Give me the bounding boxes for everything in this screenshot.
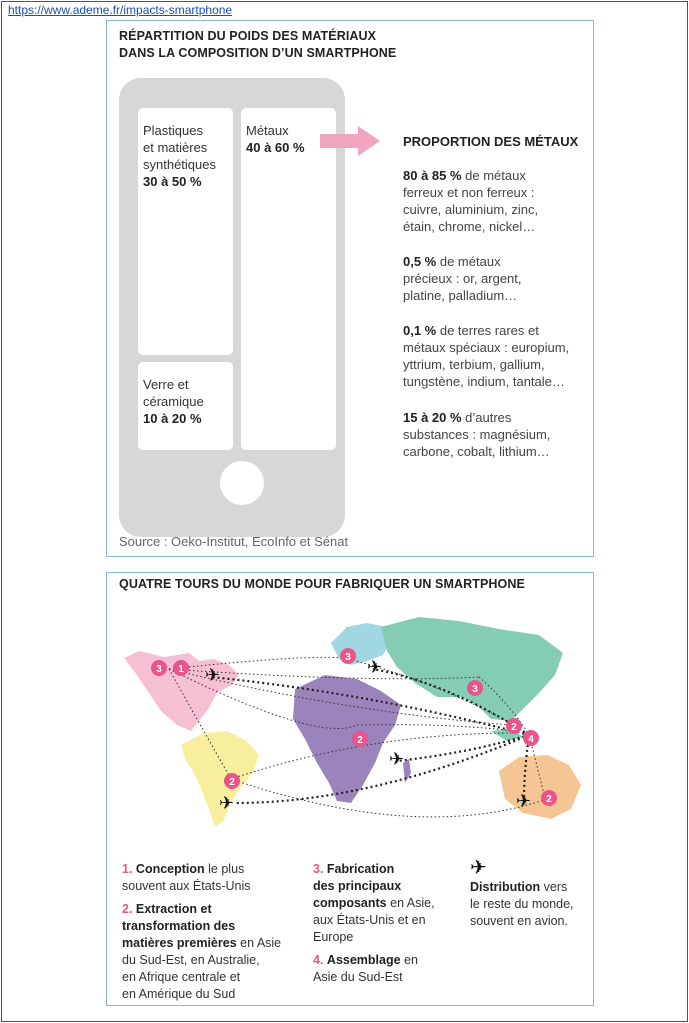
plane-icon-south-america: ✈ bbox=[219, 793, 235, 813]
materials-title: RÉPARTITION DU POIDS DES MATÉRIAUX DANS LA COMPOSITION D’UN SMARTPHONE bbox=[119, 29, 397, 60]
legend-item-distribution: Distribution vers le reste du monde, souvent en avion. bbox=[470, 880, 574, 928]
source-link[interactable]: https://www.ademe.fr/impacts-smartphone bbox=[8, 3, 233, 17]
plastics-cell: Plastiques et matières synthétiques 30 à 50 % bbox=[138, 108, 233, 355]
stat-rare-earths: 0,1 % de terres rares et métaux spéciaux : europium, yttrium, terbium, gallium, tungstène, indium, tantale… bbox=[403, 323, 570, 389]
marker-eu-3: 3 bbox=[345, 652, 351, 663]
stat-other-substances: 15 à 20 % d’autres substances : magnésium, carbone, cobalt, lithium… bbox=[403, 410, 551, 459]
madagascar-region bbox=[403, 759, 411, 783]
plane-icon-africa: ✈ bbox=[389, 749, 405, 769]
plane-icon-europe: ✈ bbox=[367, 657, 383, 677]
legend-item-extraction: 2. Extraction et transformation des matières premières en Asie du Sud-Est, en Australie, en Afrique centrale et en Amérique du Sud bbox=[122, 902, 282, 1001]
stat-precious-metals: 0,5 % de métaux précieux : or, argent, platine, palladium… bbox=[403, 254, 522, 303]
source-note: Source : Oeko-Institut, EcoInfo et Sénat bbox=[119, 534, 349, 549]
marker-sa-2: 2 bbox=[229, 777, 235, 788]
smartphone-illustration bbox=[119, 78, 345, 537]
legend-item-conception: 1. Conception le plus souvent aux États-Unis bbox=[122, 862, 251, 893]
asia-region bbox=[381, 617, 563, 721]
plane-legend-icon bbox=[469, 855, 495, 879]
plane-icon-oceania: ✈ bbox=[516, 791, 532, 811]
home-button-illustration bbox=[220, 461, 264, 505]
glass-cell: Verre et céramique 10 à 20 % bbox=[138, 362, 233, 450]
pointer-arrow-icon bbox=[320, 126, 380, 156]
world-tours-title: QUATRE TOURS DU MONDE POUR FABRIQUER UN SMARTPHONE bbox=[119, 577, 525, 591]
svg-text:✈: ✈ bbox=[470, 857, 487, 879]
legend-item-assembly: 4. Assemblage en Asie du Sud-Est bbox=[313, 953, 418, 984]
marker-oceania-2: 2 bbox=[546, 794, 552, 805]
marker-africa-2: 2 bbox=[357, 735, 363, 746]
legend-item-fabrication: 3. Fabrication des principaux composants en Asie, aux États-Unis et en Europe bbox=[313, 862, 435, 944]
marker-na-3: 3 bbox=[156, 664, 162, 675]
marker-sea-2: 2 bbox=[511, 722, 517, 733]
marker-na-1: 1 bbox=[178, 664, 184, 675]
marker-asia-3: 3 bbox=[472, 684, 478, 695]
marker-sea-4: 4 bbox=[528, 734, 534, 745]
world-tours-panel bbox=[106, 572, 594, 1006]
stat-ferrous-metals: 80 à 85 % de métaux ferreux et non ferreux : cuivre, aluminium, zinc, étain, chrome, nickel… bbox=[403, 168, 539, 234]
metals-proportion-heading: PROPORTION DES MÉTAUX bbox=[403, 134, 579, 149]
materials-panel bbox=[106, 20, 594, 557]
africa-region bbox=[293, 675, 401, 803]
world-map bbox=[119, 613, 585, 828]
metals-cell: Métaux 40 à 60 % bbox=[241, 108, 336, 450]
plane-icon-north-america: ✈ bbox=[205, 665, 221, 685]
